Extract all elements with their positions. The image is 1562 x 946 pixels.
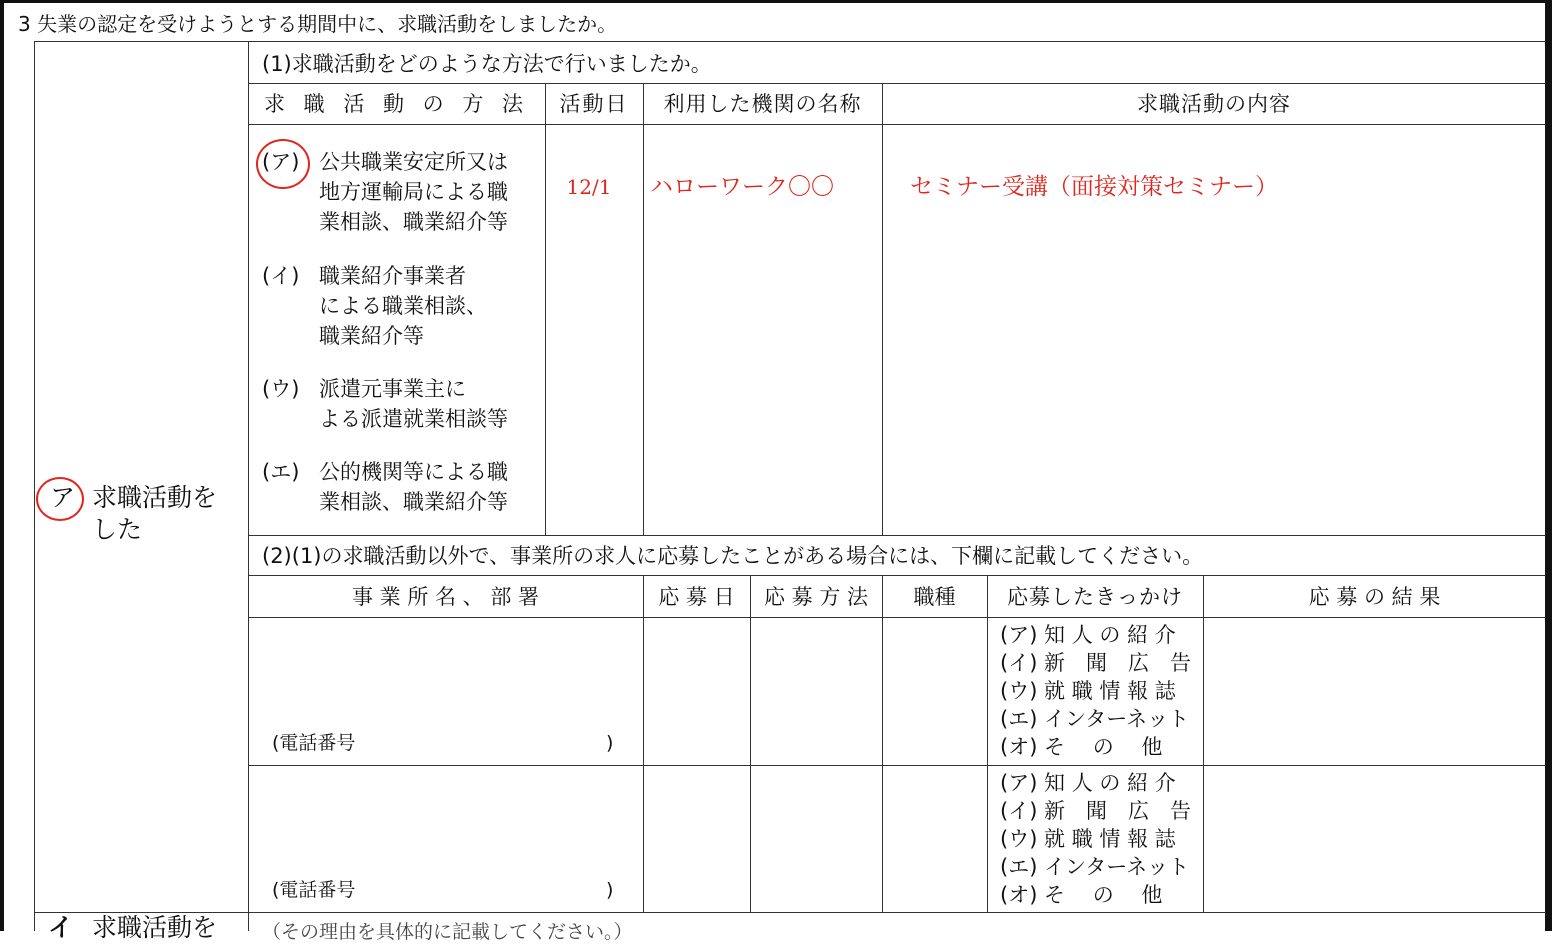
trigger-option[interactable]: (エ) インターネット: [1000, 707, 1190, 731]
section2-question: (2)(1)の求職活動以外で、事業所の求人に応募したことがある場合には、下欄に記載してください。: [262, 544, 1204, 568]
header-content: 求職活動の内容: [1137, 92, 1291, 116]
option-a-label: ア: [50, 483, 76, 512]
phone-close: ): [606, 732, 614, 754]
method-line: 業相談、職業紹介等: [319, 490, 508, 514]
header-date: 活動日: [559, 92, 629, 116]
line: [248, 83, 1546, 84]
method-label: (ウ): [262, 377, 300, 401]
line: [248, 575, 1546, 576]
page-left-border: [0, 0, 4, 931]
line: [643, 83, 644, 535]
entry-org[interactable]: ハローワーク〇〇: [650, 174, 834, 200]
method-line: 地方運輸局による職: [319, 180, 508, 204]
header-apply-method: 応 募 方 法: [763, 585, 869, 609]
phone-close: ): [606, 879, 614, 901]
line: [248, 124, 1546, 125]
trigger-option[interactable]: (オ) そ の 他: [1000, 735, 1163, 759]
method-line: 派遣元事業主に: [319, 377, 466, 401]
trigger-option[interactable]: (ア) 知 人 の 紹 介: [1000, 623, 1176, 647]
method-label: (エ): [262, 460, 300, 484]
trigger-option[interactable]: (エ) インターネット: [1000, 855, 1190, 879]
method-a-circle-mark: [256, 139, 310, 189]
section1-question: (1)求職活動をどのような方法で行いましたか。: [262, 52, 712, 76]
method-line: 公共職業安定所又は: [319, 150, 508, 174]
method-line: 公的機関等による職: [319, 460, 508, 484]
line: [248, 765, 1546, 766]
trigger-option[interactable]: (イ) 新 聞 広 告: [1000, 799, 1192, 823]
option-i-note: （その理由を具体的に記載してください。）: [262, 921, 633, 943]
label-col-divider: [248, 41, 249, 931]
left-col-line: [34, 41, 35, 931]
option-a-text-2: した: [92, 515, 143, 544]
option-i-text: 求職活動を: [92, 913, 218, 942]
method-line: 職業紹介事業者: [319, 264, 466, 288]
line: [882, 575, 883, 912]
option-a-text-1: 求職活動を: [92, 483, 218, 512]
line: [882, 83, 883, 535]
method-line: 職業紹介等: [319, 324, 424, 348]
phone-label: (電話番号: [272, 732, 356, 754]
option-a-circle-mark: [36, 477, 84, 521]
page-top-border: [0, 0, 1548, 3]
header-trigger: 応募したきっかけ: [1007, 585, 1183, 609]
header-org: 利用した機関の名称: [663, 92, 862, 116]
header-company: 事 業 所 名 、 部 署: [351, 585, 540, 609]
line: [750, 575, 751, 912]
line: [545, 83, 546, 535]
line: [248, 535, 1546, 536]
trigger-option[interactable]: (オ) そ の 他: [1000, 883, 1163, 907]
form-title: 3 失業の認定を受けようとする期間中に、求職活動をしましたか。: [18, 12, 618, 36]
header-method: 求 職 活 動 の 方 法: [263, 92, 530, 116]
header-result: 応 募 の 結 果: [1308, 585, 1441, 609]
phone-label: (電話番号: [272, 879, 356, 901]
entry-content[interactable]: セミナー受講（面接対策セミナー）: [910, 174, 1278, 200]
line: [248, 617, 1546, 618]
entry-date[interactable]: 12/1: [566, 175, 612, 199]
line: [643, 575, 644, 912]
table-top-line: [34, 41, 1546, 42]
method-line: よる派遣就業相談等: [319, 407, 508, 431]
method-label: (イ): [262, 264, 300, 288]
method-label: (ア): [262, 150, 300, 174]
option-i-label: イ: [48, 913, 74, 942]
line: [34, 912, 1546, 913]
line: [987, 575, 988, 912]
trigger-option[interactable]: (ウ) 就 職 情 報 誌: [1000, 679, 1176, 703]
method-line: 業相談、職業紹介等: [319, 210, 508, 234]
header-job-type: 職種: [913, 585, 956, 609]
line: [1203, 575, 1204, 912]
header-apply-date: 応 募 日: [658, 585, 735, 609]
trigger-option[interactable]: (ア) 知 人 の 紹 介: [1000, 771, 1176, 795]
trigger-option[interactable]: (ウ) 就 職 情 報 誌: [1000, 827, 1176, 851]
page-right-border: [1545, 0, 1552, 931]
method-line: による職業相談、: [319, 294, 487, 318]
trigger-option[interactable]: (イ) 新 聞 広 告: [1000, 651, 1192, 675]
